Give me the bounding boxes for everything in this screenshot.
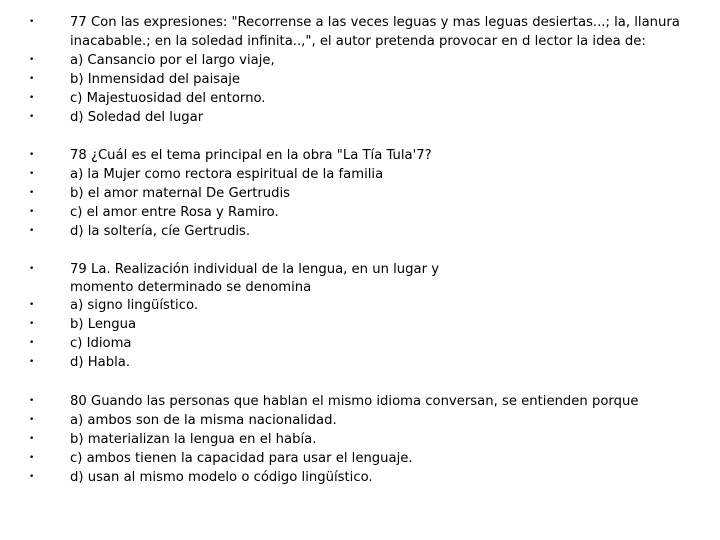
bullet: [29, 296, 35, 315]
bullet: [29, 353, 35, 372]
question-77-option-a: a) Cansancio por el largo viaje,: [70, 53, 275, 68]
bullet: [29, 165, 35, 184]
question-80-text: 80 Guando las personas que hablan el mismo idioma conversan, se entienden porque: [70, 394, 639, 409]
question-78-option-d: d) la soltería, cíe Gertrudis.: [70, 224, 251, 239]
question-77-option-d: d) Soledad del lugar: [70, 110, 204, 125]
question-80-option-a: a) ambos son de la misma nacionalidad.: [70, 413, 337, 428]
question-77-option-b: b) Inmensidad del paisaje: [70, 72, 241, 87]
bullet: [29, 449, 35, 468]
question-78-text: 78 ¿Cuál es el tema principal en la obra "La Tía Tula'7?: [70, 148, 432, 163]
question-77-option-c: c) Majestuosidad del entorno.: [70, 91, 266, 106]
question-79-text-cont: momento determinado se denomina: [70, 280, 312, 295]
bullet: [29, 89, 35, 108]
question-79-option-d: d) Habla.: [70, 355, 131, 370]
bullet: [29, 315, 35, 334]
bullet: [29, 51, 35, 70]
question-79-option-b: b) Lengua: [70, 317, 137, 332]
question-80-option-b: b) materializan la lengua en el había.: [70, 432, 317, 447]
bullet: [29, 468, 35, 487]
question-80-option-c: c) ambos tienen la capacidad para usar el lenguaje.: [70, 451, 413, 466]
question-79-option-c: c) Idioma: [70, 336, 132, 351]
bullet: [29, 260, 35, 279]
bullet: [29, 411, 35, 430]
bullet: [29, 334, 35, 353]
bullet: [29, 13, 35, 32]
question-78-option-a: a) la Mujer como rectora espiritual de la familia: [70, 167, 384, 182]
question-79-option-a: a) signo lingüístico.: [70, 298, 199, 313]
question-79-text: 79 La. Realización individual de la lengua, en un lugar y: [70, 262, 440, 277]
question-80-option-d: d) usan al mismo modelo o código lingüístico.: [70, 470, 373, 485]
question-78-option-c: c) el amor entre Rosa y Ramiro.: [70, 205, 279, 220]
question-78-option-b: b) el amor maternal De Gertrudis: [70, 186, 291, 201]
bullet: [29, 392, 35, 411]
bullet: [29, 430, 35, 449]
question-77-text: 77 Con las expresiones: "Recorrense a las veces leguas y mas leguas desiertas...; la, llanura: [70, 15, 680, 30]
bullet: [29, 108, 35, 127]
bullet: [29, 70, 35, 89]
bullet: [29, 222, 35, 241]
bullet: [29, 203, 35, 222]
bullet: [29, 184, 35, 203]
bullet: [29, 146, 35, 165]
question-77-text-cont: inacabable.; en la soledad infinita..,", el autor pretenda provocar en d lector la idea de:: [70, 34, 646, 49]
